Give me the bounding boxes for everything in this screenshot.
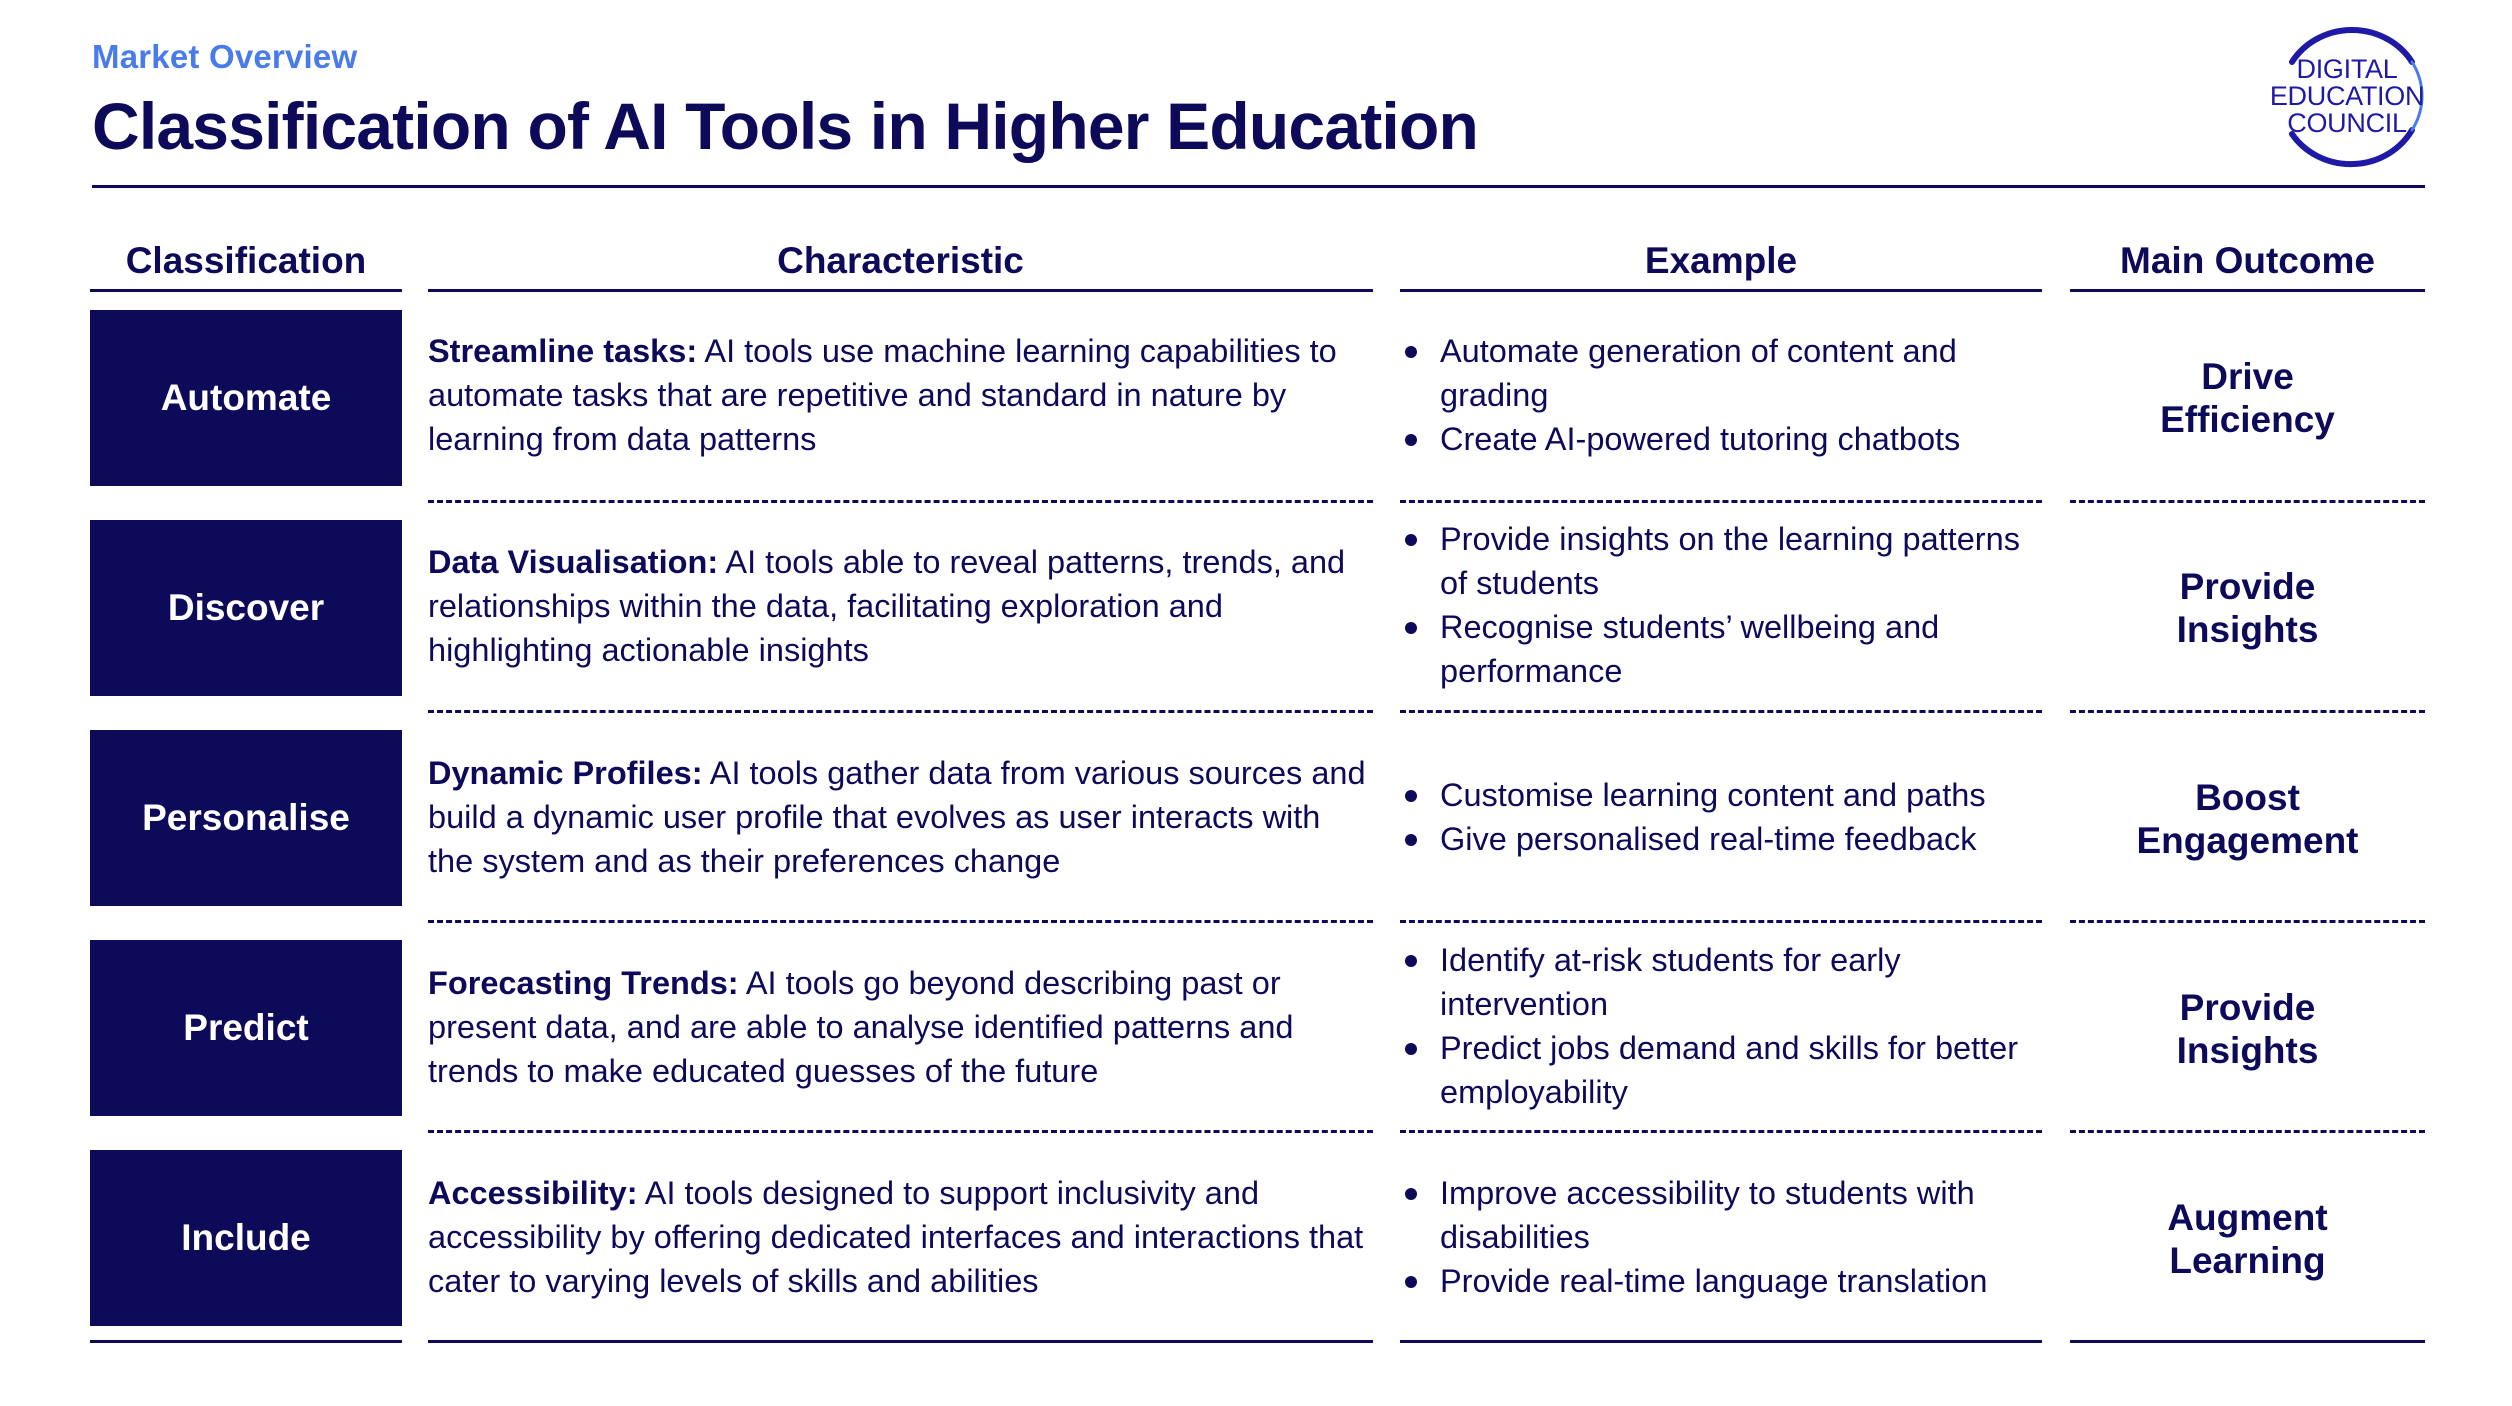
characteristic-title: Data Visualisation:	[428, 544, 719, 580]
characteristic-title: Accessibility:	[428, 1175, 638, 1211]
characteristic-text: AI tools use machine learning capabilities to automate tasks that are repetitive and standard in nature by learning from data patterns	[428, 333, 1337, 457]
row-divider	[2070, 920, 2425, 923]
list-item: Recognise students’ wellbeing and performance	[1400, 605, 2040, 693]
characteristic-text: AI tools go beyond describing past or present data, and are able to analyse identified patterns and trends to make educated guesses of the future	[428, 965, 1294, 1089]
characteristic-title: Streamline tasks:	[428, 333, 698, 369]
characteristic-title: Dynamic Profiles:	[428, 755, 703, 791]
example-list	[1400, 1171, 2040, 1303]
list-item: Create AI-powered tutoring chatbots	[1400, 417, 2040, 461]
classification-label: Predict	[183, 1007, 309, 1048]
section-label: Market Overview	[92, 38, 358, 75]
characteristic-title: Forecasting Trends:	[428, 965, 739, 1001]
classification-label: Personalise	[142, 797, 350, 838]
logo-line-2: EDUCATION	[2269, 81, 2425, 111]
row-divider	[1400, 1130, 2042, 1133]
bullet-icon	[1405, 346, 1417, 358]
characteristic-text: AI tools able to reveal patterns, trends, and relationships within the data, facilitating exploration and highlighting actionable insights	[428, 544, 1346, 668]
digital-education-council-logo	[2262, 22, 2432, 172]
outcome-line: Insights	[2176, 609, 2319, 650]
outcome-line: Provide	[2179, 987, 2316, 1028]
header-rule	[90, 289, 402, 292]
outcome-line: Boost	[2195, 777, 2300, 818]
outcome-line: Provide	[2179, 566, 2316, 607]
list-item: Improve accessibility to students with disabilities	[1400, 1171, 2040, 1259]
outcome-cell	[2070, 986, 2425, 1072]
logo-line-1: DIGITAL	[2296, 54, 2398, 84]
row-divider	[2070, 500, 2425, 503]
table-bottom-rule	[428, 1340, 1373, 1343]
bullet-icon	[1405, 955, 1417, 967]
bullet-icon	[1405, 1188, 1417, 1200]
example-list	[1400, 517, 2040, 693]
row-divider	[428, 710, 1373, 713]
column-header-characteristic: Characteristic	[777, 240, 1024, 281]
header-rule	[428, 289, 1373, 292]
classification-predict	[90, 940, 402, 1116]
list-item: Provide insights on the learning patterns of students	[1400, 517, 2040, 605]
page-title: Classification of AI Tools in Higher Education	[92, 89, 1478, 163]
bullet-icon	[1405, 1276, 1417, 1288]
outcome-line: Efficiency	[2160, 399, 2335, 440]
row-divider	[428, 1130, 1373, 1133]
table-bottom-rule	[1400, 1340, 2042, 1343]
outcome-cell	[2070, 355, 2425, 441]
list-item: Give personalised real-time feedback	[1400, 817, 2040, 861]
bullet-icon	[1405, 534, 1417, 546]
list-item: Automate generation of content and grading	[1400, 329, 2040, 417]
outcome-cell	[2070, 565, 2425, 651]
row-divider	[1400, 500, 2042, 503]
characteristic-cell	[428, 329, 1373, 461]
outcome-line: Learning	[2169, 1240, 2326, 1281]
list-item: Customise learning content and paths	[1400, 773, 2040, 817]
bullet-icon	[1405, 1043, 1417, 1055]
outcome-cell	[2070, 1196, 2425, 1282]
characteristic-cell	[428, 961, 1373, 1093]
characteristic-cell	[428, 540, 1373, 672]
bullet-icon	[1405, 434, 1417, 446]
example-list	[1400, 329, 2040, 461]
classification-personalise	[90, 730, 402, 906]
row-divider	[2070, 710, 2425, 713]
bullet-icon	[1405, 790, 1417, 802]
title-divider	[92, 185, 2425, 188]
table-bottom-rule	[2070, 1340, 2425, 1343]
row-divider	[2070, 1130, 2425, 1133]
characteristic-cell	[428, 1171, 1373, 1303]
characteristic-cell	[428, 751, 1373, 883]
classification-discover	[90, 520, 402, 696]
outcome-line: Augment	[2167, 1197, 2328, 1238]
row-divider	[1400, 710, 2042, 713]
example-list	[1400, 938, 2040, 1114]
bullet-icon	[1405, 622, 1417, 634]
row-divider	[1400, 920, 2042, 923]
classification-automate	[90, 310, 402, 486]
row-divider	[428, 500, 1373, 503]
example-list	[1400, 773, 2040, 861]
row-divider	[428, 920, 1373, 923]
column-header-main-outcome: Main Outcome	[2120, 240, 2375, 281]
list-item: Predict jobs demand and skills for better employability	[1400, 1026, 2040, 1114]
logo-line-3: COUNCIL	[2287, 108, 2407, 138]
classification-include	[90, 1150, 402, 1326]
outcome-line: Drive	[2201, 356, 2294, 397]
header-rule	[1400, 289, 2042, 292]
header-rule	[2070, 289, 2425, 292]
list-item: Provide real-time language translation	[1400, 1259, 2040, 1303]
classification-label: Include	[181, 1217, 311, 1258]
bullet-icon	[1405, 834, 1417, 846]
characteristic-text: AI tools designed to support inclusivity and accessibility by offering dedicated interfaces and interactions that cater to varying levels of skills and abilities	[428, 1175, 1364, 1299]
classification-label: Automate	[160, 377, 332, 418]
outcome-line: Insights	[2176, 1030, 2319, 1071]
column-header-example: Example	[1644, 240, 1798, 281]
outcome-line: Engagement	[2136, 820, 2359, 861]
list-item: Identify at-risk students for early intervention	[1400, 938, 2040, 1026]
column-header-classification: Classification	[125, 240, 367, 281]
classification-label: Discover	[167, 587, 325, 628]
outcome-cell	[2070, 776, 2425, 862]
characteristic-text: AI tools gather data from various sources and build a dynamic user profile that evolves as user interacts with the system and as their preferences change	[428, 755, 1366, 879]
table-bottom-rule	[90, 1340, 402, 1343]
